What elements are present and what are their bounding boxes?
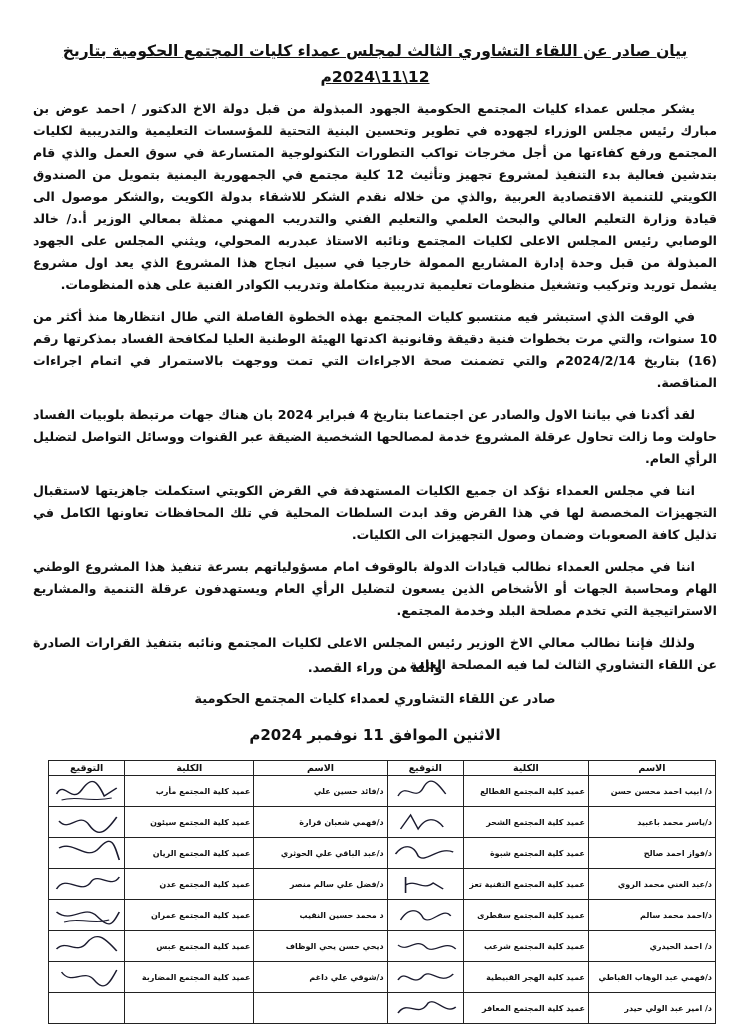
signature-cell: [387, 869, 463, 900]
handwritten-signature: [49, 838, 124, 868]
table-row: [49, 838, 716, 869]
closing-phrase: والله من وراء القصد.: [307, 661, 443, 676]
signature-cell: [49, 838, 125, 869]
signature-cell: [49, 993, 125, 1024]
handwritten-signature: [49, 962, 124, 992]
dean-college: عميد كلية المجتمع التقنية تعز: [463, 869, 588, 900]
date-line: الاثنين الموافق 11 نوفمبر 2024م: [249, 726, 501, 744]
dean-name: د/فائد حسين علي: [254, 776, 387, 807]
handwritten-signature: [49, 776, 124, 806]
signature-cell: [49, 807, 125, 838]
paragraph-6: ولذلك فإننا نطالب معالي الاخ الوزير رئيس المجلس الاعلى لكليات المجتمع ونائبه بتنفيذ القرارات الصادرة عن اللقاء التشاوري الثالث لما فيه المصلحة العامة .: [33, 635, 717, 672]
signature-cell: [387, 931, 463, 962]
signature-cell: [387, 993, 463, 1024]
signature-cell: [49, 869, 125, 900]
dean-name: د/ ابيب احمد محسن حسن: [588, 776, 715, 807]
dean-name: د/ احمد الحيدري: [588, 931, 715, 962]
dean-college: عميد كلية المجتمع مأرب: [125, 776, 254, 807]
handwritten-signature: [388, 962, 463, 992]
signature-cell: [387, 962, 463, 993]
handwritten-signature: [388, 776, 463, 806]
signature-cell: [49, 962, 125, 993]
dean-name: د/ امير عبد الولي حيدر: [588, 993, 715, 1024]
signatures-table: [48, 760, 716, 1024]
signature-cell: [387, 807, 463, 838]
header-name-right: الاسم: [588, 761, 715, 776]
dean-college: عميد كلية المجتمع المضاربة: [125, 962, 254, 993]
signature-cell: [387, 776, 463, 807]
dean-college: عميد كلية المجتمع عدن: [125, 869, 254, 900]
dean-name: د/عبد الغني محمد الروي: [588, 869, 715, 900]
signature-cell: [49, 931, 125, 962]
signature-cell: [387, 900, 463, 931]
handwritten-signature: [49, 807, 124, 837]
document-title: بيان صادر عن اللقاء التشاوري الثالث لمجلس عمداء كليات المجتمع الحكومية بتاريخ 12\11\2024م: [62, 42, 688, 86]
dean-name: د/فهمي عبد الوهاب القباطي: [588, 962, 715, 993]
table-row: [49, 776, 716, 807]
dean-name: ديحي حسن يحي الوظاف: [254, 931, 387, 962]
table-row: [49, 900, 716, 931]
dean-college: عميد كلية المجتمع سقطرى: [463, 900, 588, 931]
paragraph-3: لقد أكدنا في بياننا الاول والصادر عن اجتماعنا بتاريخ 4 فبراير 2024 بان هناك جهات مرتبطة بلوبيات الفساد حاولت وما زالت تحاول عرقلة المشروع خدمة لمصالحها الشخصية الضيقة عبر القنوات ووسائل التواصل لتضليل الرأي العام.: [33, 407, 717, 466]
dean-name: د/ياسر محمد باعبيد: [588, 807, 715, 838]
header-signature-right: التوقيع: [387, 761, 463, 776]
issuer-line: صادر عن اللقاء التشاوري لعمداء كليات المجتمع الحكومية: [194, 692, 556, 707]
handwritten-signature: [388, 869, 463, 899]
handwritten-signature: [388, 900, 463, 930]
paragraph-4: اننا في مجلس العمداء نؤكد ان جميع الكليات المستهدفة في القرض الكويتي استكملت جاهزيتها لاستقبال التجهيزات المخصصة لها في هذا القرض وقد ابدت السلطات المحلية في تلك المحافظات تعاونها الكامل في تذليل كافة الصعوبات وضمان وصول التجهيزات الى الكليات.: [33, 483, 717, 542]
table-row: [49, 807, 716, 838]
table-row: [49, 931, 716, 962]
handwritten-signature: [388, 993, 463, 1023]
paragraph-5: اننا في مجلس العمداء نطالب قيادات الدولة بالوقوف امام مسؤولياتهم بسرعة تنفيذ هذا المشروع الوطني الهام ومحاسبة الجهات أو الأشخاص الذين يسعون لتضليل الرأي العام ويستهدفون عرقلة التنمية والمشاريع الاستراتيجية التي تخدم مصلحة البلد وخدمة المجتمع.: [33, 559, 717, 618]
signature-cell: [49, 900, 125, 931]
statement-body: [33, 98, 717, 686]
handwritten-signature: [49, 869, 124, 899]
dean-college: عميد كلية الهجر القبيطية: [463, 962, 588, 993]
header-name-left: الاسم: [254, 761, 387, 776]
table-row: [49, 993, 716, 1024]
dean-college: عميد كلية المجتمع عمران: [125, 900, 254, 931]
dean-name: د/فهمي شعبان قرارة: [254, 807, 387, 838]
dean-college: عميد كلية المجتمع الريان: [125, 838, 254, 869]
header-signature-left: التوقيع: [49, 761, 125, 776]
handwritten-signature: [49, 931, 124, 961]
dean-name: د/فضل علي سالم منصر: [254, 869, 387, 900]
dean-name: د/عبد الباقي علي الحوثري: [254, 838, 387, 869]
table-row: [49, 869, 716, 900]
dean-college: عميد كلية المجتمع القطالع: [463, 776, 588, 807]
dean-name: د محمد حسين النقيب: [254, 900, 387, 931]
dean-college: [125, 993, 254, 1024]
dean-name: د/فواز احمد صالح: [588, 838, 715, 869]
dean-college: عميد كلية المجتمع عبس: [125, 931, 254, 962]
handwritten-signature: [388, 807, 463, 837]
dean-college: عميد كلية المجتمع شبوة: [463, 838, 588, 869]
dean-name: د/شوقي علي داغم: [254, 962, 387, 993]
table-row: [49, 962, 716, 993]
dean-name: [254, 993, 387, 1024]
signature-cell: [49, 776, 125, 807]
handwritten-signature: [388, 931, 463, 961]
handwritten-signature: [49, 900, 124, 930]
table-header-row: [49, 761, 716, 776]
paragraph-2: في الوقت الذي استبشر فيه منتسبو كليات المجتمع بهذه الخطوة الفاصلة التي طال انتظارها منذ أكثر من 10 سنوات، والتي مرت بخطوات فنية دقيقة وقانونية اكدتها الهيئة الوطنية العليا لمكافحة الفساد بمذكرتها رقم (16) بتاريخ 2024/2/14م والتي تضمنت صحة الاجراءات التي تمت ووجهت بالاستمرار في اتمام اجراءات المناقصة.: [33, 309, 717, 390]
handwritten-signature: [388, 838, 463, 868]
header-college-left: الكلية: [125, 761, 254, 776]
paragraph-1: يشكر مجلس عمداء كليات المجتمع الحكومية الجهود المبذولة من قبل دولة الاخ الدكتور / احمد عوض بن مبارك رئيس مجلس الوزراء لجهوده في تطوير وتحسين البنية التحتية للمؤسسات التعليمية والتدريبية لكليات المجتمع ورفع كفاءتها من أجل مخرجات تواكب التطورات التكنولوجية المتسارعة في سوق العمل والذي قام بتدشين فعالية بدء التنفيذ لمشروع تجهيز وتأثيث 12 كلية مجتمع في الجمهورية اليمنية بتمويل من الصندوق الكويتي للتنمية الاقتصادية العربية ,والذي من خلاله نقدم الشكر للاشقاء بدولة الكويت ,والشكر موصول الى قيادة وزارة التعليم العالي والبحث العلمي والتعليم الفني والتدريب المهني ممثلة بمعالي الوزير أ.د/ خالد الوصابي رئيس المجلس الاعلى لكليات المجتمع ونائبه الاستاذ عبدربه المحولي، ويثني المجلس على الجهود المبذولة من قبل وحدة إدارة المشاريع الممولة خارجيا في سبيل انجاح هذا المشروع الذي يعد اول مشروع يشمل توريد وتركيب وتشغيل منظومات تعليمية تدريبية متكاملة وتدريب الكوادر الفنية على هذه المنظومات.: [33, 101, 717, 292]
dean-name: د/احمد محمد سالم: [588, 900, 715, 931]
dean-college: عميد كلية المجتمع سيئون: [125, 807, 254, 838]
dean-college: عميد كلية المجتمع المعافر: [463, 993, 588, 1024]
header-college-right: الكلية: [463, 761, 588, 776]
dean-college: عميد كلية المجتمع الشحر: [463, 807, 588, 838]
dean-college: عميد كلية المجتمع شرعب: [463, 931, 588, 962]
signature-cell: [387, 838, 463, 869]
